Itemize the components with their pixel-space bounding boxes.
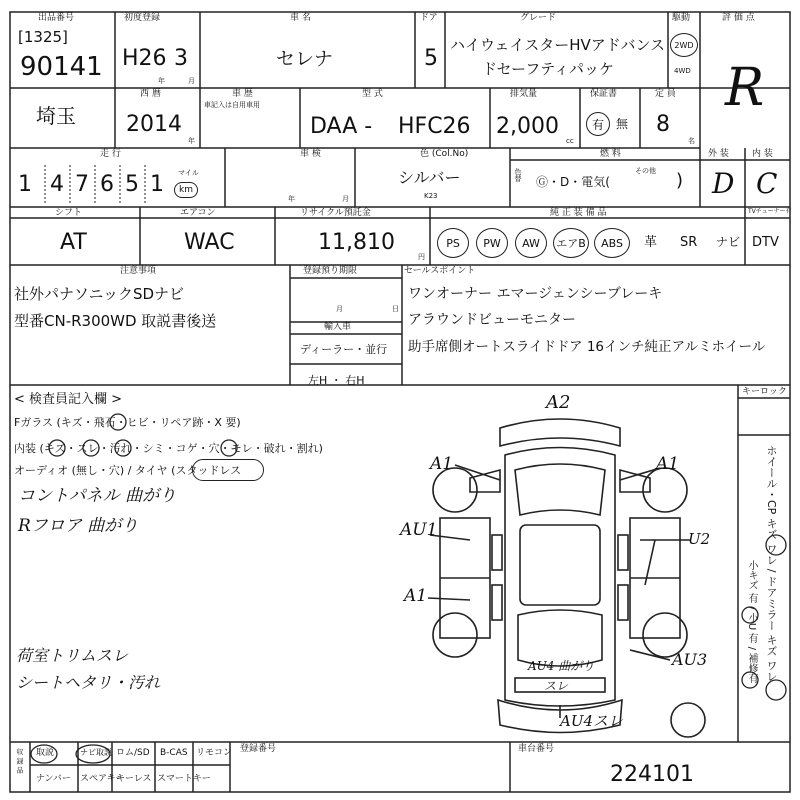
ac-label: エアコン xyxy=(180,208,216,218)
color-label: 色 (Col.No) xyxy=(420,149,469,159)
item-smart-key: スマートキー xyxy=(157,774,211,784)
equip-sr: SR xyxy=(680,235,698,250)
exterior-label: 外 装 xyxy=(708,149,729,159)
item-spare-key: スペアキー xyxy=(80,774,125,784)
mark-au1: AU1 xyxy=(400,520,438,540)
caution-line-2: 型番CN-R300WD 取説書後送 xyxy=(14,312,217,330)
fuel-options: Ⓖ・D・電気( xyxy=(536,175,610,189)
caution-label: 注意事項 xyxy=(120,266,157,276)
sales-line-2: アラウンドビューモニター xyxy=(408,312,576,328)
fuel-close: ) xyxy=(676,170,684,191)
color-code: K23 xyxy=(424,192,438,200)
equip-aw: AW xyxy=(515,228,547,258)
first-reg-label: 初度登録 xyxy=(124,13,161,23)
tuner-label: TVチューナー有 xyxy=(748,208,792,215)
mileage-digit-6: 1 xyxy=(150,172,164,197)
chassis-label: 車台番号 xyxy=(518,744,555,754)
western-year-unit: 年 xyxy=(188,137,195,145)
mark-au4-bend: AU4 曲がり xyxy=(528,659,595,673)
warranty-yes: 有 xyxy=(586,112,610,136)
keylock-label: キーロック xyxy=(742,387,787,397)
doors: 5 xyxy=(424,46,438,71)
door-label: ドア xyxy=(420,13,438,23)
shift-value: AT xyxy=(60,230,87,255)
side-legend-small: 小キズ 有 / 小U 有 / 補修有 xyxy=(746,560,757,684)
doc-month-unit: 月 xyxy=(336,305,343,313)
sales-line-1: ワンオーナー エマージェンシーブレーキ xyxy=(408,286,663,302)
mark-a1-left: A1 xyxy=(430,454,454,474)
car-name: セレナ xyxy=(276,48,334,70)
ac-value: WAC xyxy=(184,230,235,255)
equip-pw: PW xyxy=(476,228,508,258)
mark-a1-lower: A1 xyxy=(404,586,428,606)
mileage-digit-2: 4 xyxy=(50,172,64,197)
capacity-label: 定 員 xyxy=(655,89,676,99)
interior-line: 内装 (キズ・スレ・汚れ・シミ・コゲ・穴・モレ・破れ・割れ) xyxy=(14,442,323,455)
car-history-label: 車 歴 xyxy=(232,89,253,99)
model-prefix: DAA - xyxy=(310,114,373,139)
shift-label: シフト xyxy=(55,208,83,218)
hand-note-4: シートヘタリ・汚れ xyxy=(16,673,161,692)
sales-point-label: セールスポイント xyxy=(404,266,476,276)
fuel-other: その他 xyxy=(635,167,656,175)
equip-navi: ナビ xyxy=(716,235,741,249)
interior-label: 内 装 xyxy=(752,149,773,159)
shaken-year-unit: 年 xyxy=(288,195,295,203)
item-keyless: キーレス xyxy=(116,774,152,784)
mileage-digit-1: 1 xyxy=(18,172,32,197)
item-remote: リモコン xyxy=(196,748,233,758)
equipment-label: 純 正 装 備 品 xyxy=(550,208,607,218)
reg-era: H26 xyxy=(122,46,167,71)
equip-abs: ABS xyxy=(594,228,630,258)
import-label: 輸入車 xyxy=(324,322,352,332)
hand-note-1: コントパネル 曲がり xyxy=(18,486,177,506)
doc-deadline-label: 登録預り期限 xyxy=(303,266,358,276)
equip-leather: 革 xyxy=(644,235,658,250)
equip-airbag: エアB xyxy=(553,228,589,258)
region: 埼玉 xyxy=(36,104,76,128)
lot-label: 出品番号 xyxy=(38,13,75,23)
hand-note-3: 荷室トリムスレ xyxy=(16,646,129,665)
mile-unit: マイル xyxy=(178,169,199,177)
shaken-month-unit: 月 xyxy=(342,195,349,203)
mark-scratch: スレ xyxy=(544,679,569,693)
mark-au4-scratch: AU4スレ xyxy=(560,712,624,730)
drive-2wd: 2WD xyxy=(670,33,698,57)
reg-month-unit: 月 xyxy=(188,77,195,85)
capacity: 8 xyxy=(656,112,670,137)
western-year: 2014 xyxy=(126,112,182,137)
item-navi-manual: ナビ取説 xyxy=(80,748,112,757)
recycle-fee: 11,810 xyxy=(318,230,395,255)
capacity-unit: 名 xyxy=(688,137,695,145)
item-bcas: B-CAS xyxy=(160,748,188,758)
drive-4wd: 4WD xyxy=(674,67,691,75)
item-manual: 取説 xyxy=(36,748,55,758)
drive-label: 駆動 xyxy=(672,13,691,23)
chassis-number: 224101 xyxy=(610,762,694,787)
grade-line-1: ハイウェイスターHVアドバンス xyxy=(450,36,666,54)
sales-line-3: 助手席側オートスライドドア 16インチ純正アルミホイール xyxy=(408,339,766,355)
cc-unit: cc xyxy=(566,137,574,145)
model-code: HFC26 xyxy=(398,114,471,139)
doc-day-unit: 日 xyxy=(392,305,399,313)
lot-number: 90141 xyxy=(20,52,103,82)
hand-note-2: Rフロア 曲がり xyxy=(18,516,139,536)
mileage-label: 走 行 xyxy=(100,149,121,159)
recycle-label: リサイクル預託金 xyxy=(300,208,371,218)
western-year-label: 西 暦 xyxy=(140,89,161,99)
car-history-note: 車記入は自用車用 xyxy=(204,101,260,109)
mileage-digit-5: 5 xyxy=(125,172,139,197)
warranty-label: 保証書 xyxy=(590,89,618,99)
mark-u2: U2 xyxy=(688,530,711,548)
warranty-no: 無 xyxy=(616,117,629,131)
equip-ps: PS xyxy=(437,228,469,258)
caution-line-1: 社外パナソニックSDナビ xyxy=(14,285,185,303)
inspection-title: < 検査員記入欄 > xyxy=(14,392,123,407)
km-unit: km xyxy=(174,182,198,198)
handle-side: 左H ・ 右H xyxy=(308,374,365,387)
dealer-parallel: ディーラー・並行 xyxy=(300,343,388,356)
score-label: 評 価 点 xyxy=(722,13,755,23)
displacement: 2,000 xyxy=(496,114,559,139)
lot-sub: [1325] xyxy=(18,28,68,46)
item-rom-sd: ロム/SD xyxy=(116,748,150,758)
side-legend: ホイール・CP キズ ワレ / ドアミラー キズ ワレ xyxy=(765,445,778,682)
reg-year-unit: 年 xyxy=(158,77,165,85)
mark-a1-right: A1 xyxy=(656,454,680,474)
mileage-digit-3: 7 xyxy=(75,172,89,197)
item-number: ナンバー xyxy=(36,774,71,784)
mark-au3: AU3 xyxy=(672,650,708,669)
reg-number-label: 登録番号 xyxy=(240,744,277,754)
interior-grade: C xyxy=(756,167,778,200)
score-value: R xyxy=(725,58,765,118)
fuel-label: 燃 料 xyxy=(600,149,621,159)
color-name: シルバー xyxy=(398,168,461,187)
model-label: 型 式 xyxy=(362,89,383,99)
grade-line-2: ドセーフティパッケ xyxy=(482,60,615,78)
reg-month: 3 xyxy=(174,46,188,71)
audio-tire-line: オーディオ (無し・穴) / タイヤ (スタッドレス xyxy=(14,464,242,477)
exterior-grade: D xyxy=(712,167,735,200)
displacement-label: 排気量 xyxy=(510,89,538,99)
mark-a2: A2 xyxy=(546,392,571,413)
car-name-label: 車 名 xyxy=(290,13,311,23)
items-label: 収 録 品 xyxy=(16,748,24,774)
glass-line: Fガラス (キズ・飛石・ヒビ・リペア跡・X 要) xyxy=(14,416,241,429)
yen-unit: 円 xyxy=(418,253,425,261)
equip-dtv: DTV xyxy=(752,235,779,250)
grade-label: グレード xyxy=(520,13,557,23)
shaken-label: 車 検 xyxy=(300,149,321,159)
color-change-label: 色替 xyxy=(514,168,522,182)
mileage-digit-4: 6 xyxy=(100,172,114,197)
